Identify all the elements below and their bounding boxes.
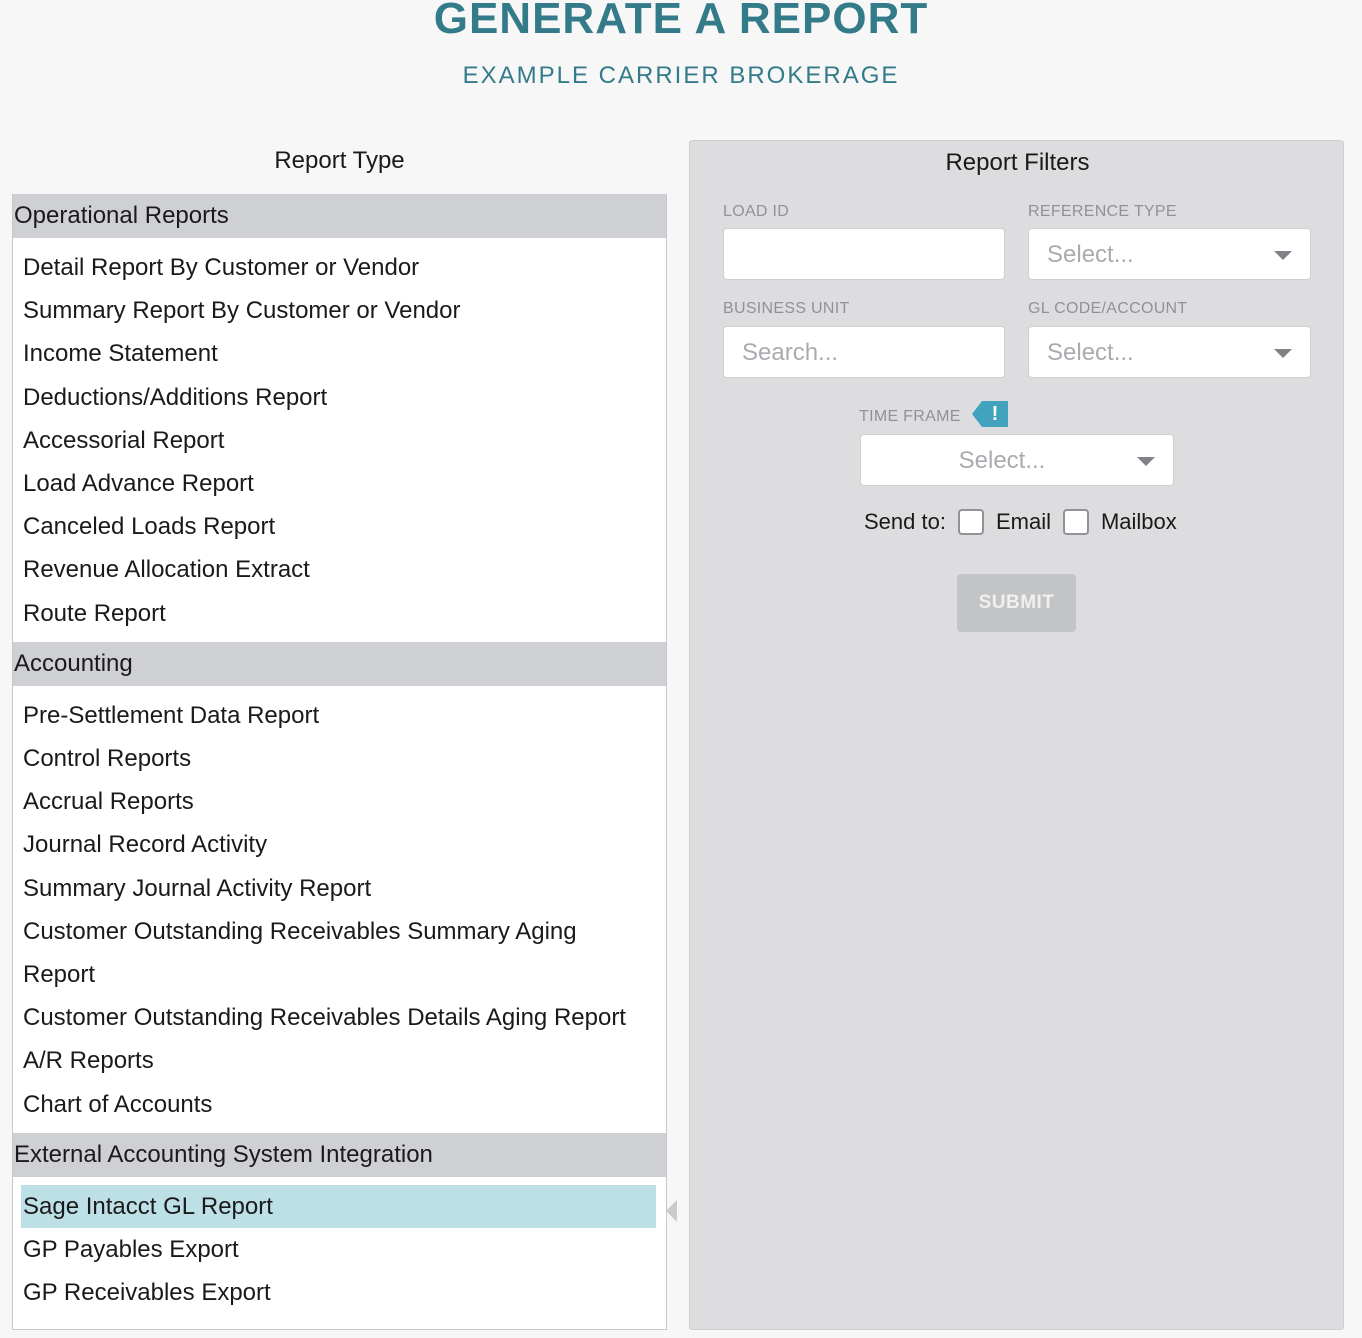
- reference-type-select[interactable]: [1028, 228, 1311, 280]
- report-item[interactable]: Load Advance Report: [23, 470, 254, 498]
- send-to-label: Send to:: [864, 509, 946, 534]
- mailbox-label: Mailbox: [1100, 509, 1177, 534]
- report-item-selected[interactable]: Sage Intacct GL Report: [21, 1185, 656, 1228]
- time-frame-label: TIME FRAME: [859, 408, 961, 425]
- time-frame-select[interactable]: [860, 434, 1174, 486]
- report-item[interactable]: Accrual Reports: [23, 788, 194, 816]
- report-item[interactable]: GP Payables Export: [23, 1236, 239, 1264]
- page-subtitle: EXAMPLE CARRIER BROKERAGE: [462, 62, 900, 89]
- report-item[interactable]: GP Receivables Export: [23, 1279, 271, 1307]
- report-item[interactable]: Control Reports: [23, 745, 192, 773]
- report-item[interactable]: Summary Journal Activity Report: [23, 874, 372, 902]
- business-unit-placeholder: Search...: [742, 339, 839, 366]
- selection-pointer-icon: [666, 1200, 677, 1222]
- report-type-title: Report Type: [274, 147, 405, 174]
- report-item[interactable]: Income Statement: [23, 340, 218, 368]
- chevron-down-icon: [1137, 457, 1155, 466]
- gl-code-placeholder: Select...: [1047, 339, 1134, 366]
- report-item[interactable]: Deductions/Additions Report: [23, 383, 328, 411]
- submit-button[interactable]: SUBMIT: [957, 574, 1076, 632]
- time-frame-placeholder: Select...: [958, 447, 1046, 474]
- exclamation-icon: !: [982, 401, 1008, 427]
- chevron-down-icon: [1274, 251, 1292, 260]
- business-unit-label: BUSINESS UNIT: [723, 300, 850, 317]
- reference-type-label: REFERENCE TYPE: [1028, 203, 1177, 220]
- report-item[interactable]: Pre-Settlement Data Report: [23, 701, 320, 729]
- report-item[interactable]: Customer Outstanding Receivables Details Aging Report: [23, 1004, 626, 1032]
- report-filters-panel: [689, 140, 1344, 1330]
- info-badge[interactable]: [972, 401, 1008, 427]
- send-to-row: [864, 507, 1177, 537]
- gl-code-label: GL CODE/ACCOUNT: [1028, 300, 1188, 317]
- load-id-input[interactable]: [723, 228, 1005, 280]
- group-header-external: External Accounting System Integration: [13, 1133, 666, 1177]
- email-checkbox[interactable]: [958, 509, 984, 535]
- group-header-operational: Operational Reports: [13, 194, 666, 238]
- chevron-down-icon: [1274, 349, 1292, 358]
- group-header-accounting: Accounting: [13, 642, 666, 686]
- email-label: Email: [995, 509, 1051, 534]
- business-unit-search[interactable]: [723, 326, 1005, 378]
- gl-code-select[interactable]: [1028, 326, 1311, 378]
- external-integration-list: [13, 1185, 666, 1315]
- operational-reports-list: [13, 246, 666, 635]
- reference-type-placeholder: Select...: [1047, 241, 1134, 268]
- report-item[interactable]: Detail Report By Customer or Vendor: [23, 254, 420, 281]
- accounting-reports-list: [13, 694, 666, 1126]
- report-filters-title: Report Filters: [945, 149, 1090, 176]
- report-item[interactable]: Journal Record Activity: [23, 831, 268, 859]
- report-item[interactable]: Revenue Allocation Extract: [23, 556, 310, 584]
- report-item[interactable]: Summary Report By Customer or Vendor: [23, 297, 461, 325]
- report-item[interactable]: Canceled Loads Report: [23, 513, 276, 541]
- report-item[interactable]: Customer Outstanding Receivables Summary Aging: [23, 917, 577, 945]
- report-type-list: [12, 194, 667, 1330]
- load-id-label: LOAD ID: [723, 203, 790, 220]
- mailbox-checkbox[interactable]: [1063, 509, 1089, 535]
- report-item[interactable]: Report: [23, 961, 96, 989]
- page-title: GENERATE A REPORT: [433, 0, 929, 43]
- report-item[interactable]: Accessorial Report: [23, 426, 225, 454]
- report-item[interactable]: Chart of Accounts: [23, 1090, 213, 1118]
- report-item[interactable]: A/R Reports: [23, 1047, 154, 1075]
- report-item[interactable]: Route Report: [23, 599, 166, 627]
- badge-tip-icon: [972, 401, 982, 427]
